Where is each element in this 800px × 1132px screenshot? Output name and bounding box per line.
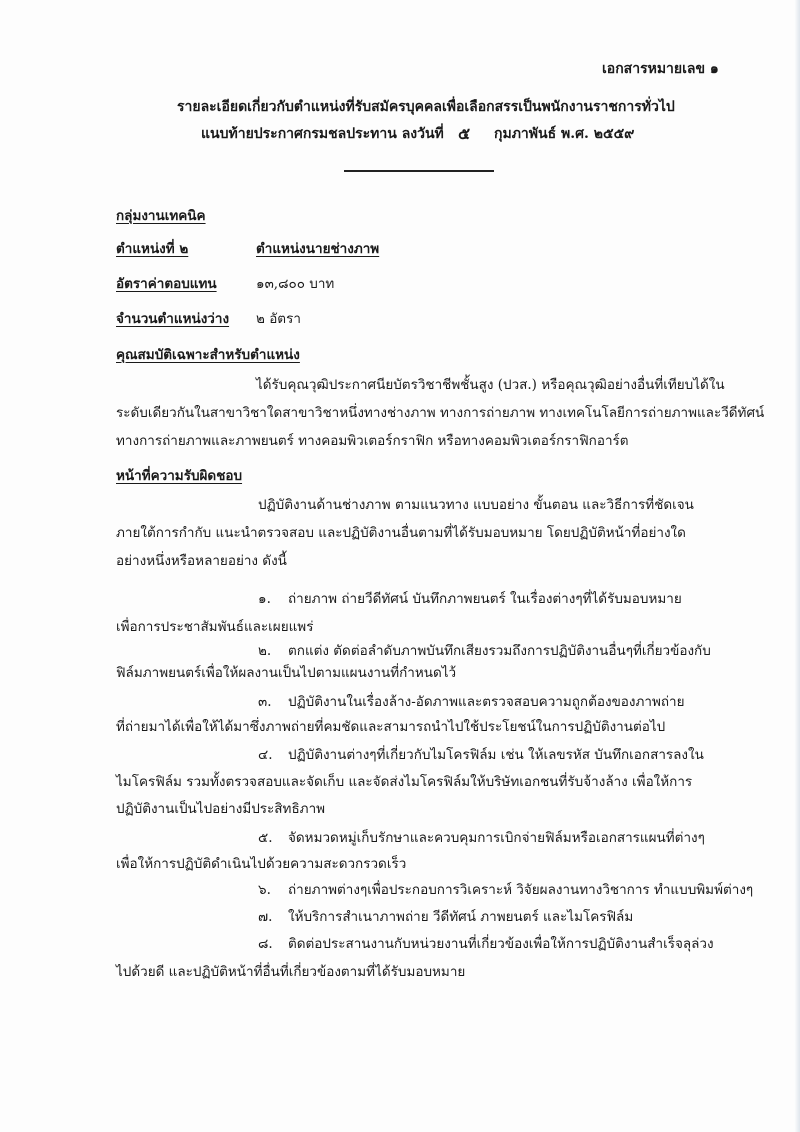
item-line: ถ่ายภาพต่างๆเพื่อประกอบการวิเคราะห์ วิจัยผลงานทางวิชาการ ทำแบบพิมพ์ต่างๆ <box>288 882 754 898</box>
item-number: ๖. <box>258 882 271 898</box>
item-number: ๒. <box>258 643 272 659</box>
item-number: ๗. <box>258 909 273 925</box>
item-line: ติดต่อประสานงานกับหน่วยงานที่เกี่ยวข้องเพื่อให้การปฏิบัติงานสำเร็จลุล่วง <box>288 936 714 952</box>
vacancy-label: จำนวนตำแหน่งว่าง <box>116 311 230 327</box>
salary-label: อัตราค่าตอบแทน <box>116 276 217 292</box>
responsibilities-intro-line: อย่างหนึ่งหรือหลายอย่าง ดังนี้ <box>116 553 287 569</box>
item-line: ปฏิบัติงานเป็นไปอย่างมีประสิทธิภาพ <box>116 801 326 817</box>
document-title-day: ๕ <box>458 124 471 143</box>
item-number: ๕. <box>258 830 273 846</box>
responsibilities-intro-line: ภายใต้การกำกับ แนะนำตรวจสอบ และปฏิบัติงานอื่นตามที่ได้รับมอบหมาย โดยปฏิบัติหน้าที่อย่างใด <box>116 525 686 541</box>
position-label: ตำแหน่งที่ ๒ <box>116 241 189 257</box>
item-line: ฟิล์มภาพยนตร์เพื่อให้ผลงานเป็นไปตามแผนงานที่กำหนดไว้ <box>116 665 457 681</box>
qualifications-line: ทางการถ่ายภาพและภาพยนตร์ ทางคอมพิวเตอร์กราฟิก หรือทางคอมพิวเตอร์กราฟิกอาร์ต <box>116 433 629 449</box>
group-heading: กลุ่มงานเทคนิค <box>116 208 206 224</box>
item-number: ๔. <box>258 747 273 763</box>
document-title-prefix: แนบท้ายประกาศกรมชลประทาน ลงวันที่ <box>201 126 444 142</box>
document-title-month-year: กุมภาพันธ์ พ.ศ. ๒๕๕๙ <box>494 126 635 142</box>
item-line: ปฏิบัติงานต่างๆที่เกี่ยวกับไมโครฟิล์ม เช่น ให้เลขรหัส บันทึกเอกสารลงใน <box>288 747 704 763</box>
qualifications-line: ได้รับคุณวุฒิประกาศนียบัตรวิชาชีพชั้นสูง (ปวส.) หรือคุณวุฒิอย่างอื่นที่เทียบได้ใน <box>256 377 725 393</box>
item-line: เพื่อการประชาสัมพันธ์และเผยแพร่ <box>116 619 314 635</box>
item-line: ที่ถ่ายมาได้เพื่อให้ได้มาซึ่งภาพถ่ายที่คมชัดและสามารถนำไปใช้ประโยชน์ในการปฏิบัติงานต่อไป <box>116 719 666 735</box>
document-number: เอกสารหมายเลข ๑ <box>602 61 719 77</box>
item-number: ๑. <box>258 591 271 607</box>
item-line: ให้บริการสำเนาภาพถ่าย วีดีทัศน์ ภาพยนตร์ และไมโครฟิล์ม <box>288 909 634 925</box>
item-line: ไมโครฟิล์ม รวมทั้งตรวจสอบและจัดเก็บ และจัดส่งไมโครฟิล์มให้บริษัทเอกชนที่รับจ้างล้าง เพื่อให้การ <box>116 774 693 790</box>
vacancy-value: ๒ อัตรา <box>256 311 301 327</box>
item-line: เพื่อให้การปฏิบัติดำเนินไปด้วยความสะดวกรวดเร็ว <box>116 856 407 872</box>
item-number: ๘. <box>258 936 273 952</box>
document-title-line1: รายละเอียดเกี่ยวกับตำแหน่งที่รับสมัครบุคคลเพื่อเลือกสรรเป็นพนักงานราชการทั่วไป <box>177 99 675 115</box>
item-number: ๓. <box>258 694 272 710</box>
item-line: ไปด้วยดี และปฏิบัติหน้าที่อื่นที่เกี่ยวข้องตามที่ได้รับมอบหมาย <box>116 964 466 980</box>
qualifications-heading: คุณสมบัติเฉพาะสำหรับตำแหน่ง <box>116 347 300 363</box>
item-line: ถ่ายภาพ ถ่ายวีดีทัศน์ บันทึกภาพยนตร์ ในเรื่องต่างๆที่ได้รับมอบหมาย <box>288 591 682 607</box>
item-line: จัดหมวดหมู่เก็บรักษาและควบคุมการเบิกจ่ายฟิล์มหรือเอกสารแผนที่ต่างๆ <box>288 830 705 846</box>
qualifications-line: ระดับเดียวกันในสาขาวิชาใดสาขาวิชาหนึ่งทางช่างภาพ ทางการถ่ายภาพ ทางเทคโนโลยีการถ่ายภาพและวีดีทัศน์ <box>116 405 765 421</box>
salary-value: ๑๓,๘๐๐ บาท <box>256 276 335 292</box>
scan-edge-shadow <box>794 0 800 1132</box>
responsibilities-intro-line: ปฏิบัติงานด้านช่างภาพ ตามแนวทาง แบบอย่าง ขั้นตอน และวิธีการที่ชัดเจน <box>258 497 694 513</box>
position-value: ตำแหน่งนายช่างภาพ <box>256 241 380 257</box>
responsibilities-heading: หน้าที่ความรับผิดชอบ <box>116 468 243 484</box>
item-line: ตกแต่ง ตัดต่อลำดับภาพบันทึกเสียงรวมถึงการปฏิบัติงานอื่นๆที่เกี่ยวข้องกับ <box>288 643 711 659</box>
item-line: ปฏิบัติงานในเรื่องล้าง-อัดภาพและตรวจสอบความถูกต้องของภาพถ่าย <box>288 694 685 710</box>
title-divider <box>344 170 494 172</box>
